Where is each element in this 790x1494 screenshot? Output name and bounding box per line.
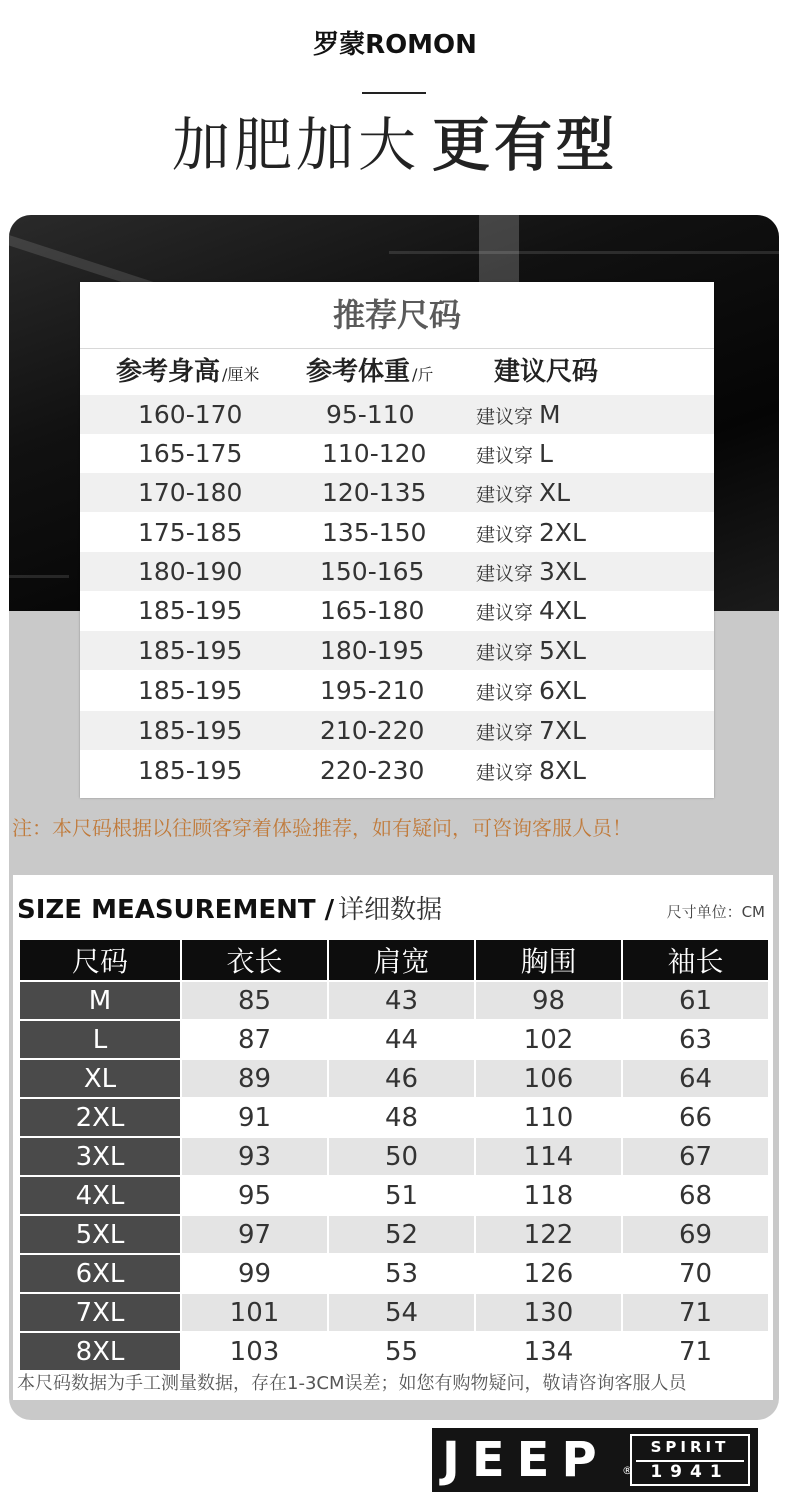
header-sleeve: 袖长 <box>623 940 768 980</box>
shoulder-cell: 44 <box>329 1021 474 1058</box>
col-header-height: 参考身高 /厘米 <box>116 357 260 387</box>
weight-range: 150-165 <box>320 557 425 586</box>
sleeve-cell: 69 <box>623 1216 768 1253</box>
col-header-weight: 参考体重 /斤 <box>306 357 434 387</box>
size-suggestion: 建议穿 4XL <box>476 596 586 625</box>
size-cell: M <box>20 982 180 1019</box>
header-chest: 胸围 <box>476 940 621 980</box>
size-cell: XL <box>20 1060 180 1097</box>
table-row <box>20 1255 768 1292</box>
measurement-footnote: 本尺码数据为手工测量数据，存在1-3CM误差；如您有购物疑问，敬请咨询客服人员 <box>17 1373 687 1394</box>
sleeve-cell: 61 <box>623 982 768 1019</box>
size-cell: 7XL <box>20 1294 180 1331</box>
length-cell: 85 <box>182 982 327 1019</box>
recommend-size-card <box>80 282 714 798</box>
size-cell: 4XL <box>20 1177 180 1214</box>
recommend-row <box>80 552 714 591</box>
size-measurement-card <box>13 875 773 1400</box>
table-row <box>20 1099 768 1136</box>
header-length: 衣长 <box>182 940 327 980</box>
shoulder-cell: 53 <box>329 1255 474 1292</box>
unit-label: 尺寸单位：CM <box>666 903 765 921</box>
length-cell: 95 <box>182 1177 327 1214</box>
table-header-row <box>20 940 768 980</box>
brand-divider <box>362 92 426 94</box>
jeep-spirit-logo <box>432 1428 758 1492</box>
length-cell: 97 <box>182 1216 327 1253</box>
table-row <box>20 1060 768 1097</box>
sleeve-cell: 67 <box>623 1138 768 1175</box>
height-range: 175-185 <box>138 518 243 547</box>
sleeve-cell: 70 <box>623 1255 768 1292</box>
chest-cell: 130 <box>476 1294 621 1331</box>
weight-range: 135-150 <box>322 518 427 547</box>
size-suggestion: 建议穿 6XL <box>476 676 586 705</box>
chest-cell: 114 <box>476 1138 621 1175</box>
sleeve-cell: 68 <box>623 1177 768 1214</box>
shoulder-cell: 55 <box>329 1333 474 1370</box>
chest-cell: 102 <box>476 1021 621 1058</box>
chest-cell: 122 <box>476 1216 621 1253</box>
length-cell: 103 <box>182 1333 327 1370</box>
header-size: 尺码 <box>20 940 180 980</box>
chest-cell: 98 <box>476 982 621 1019</box>
length-cell: 87 <box>182 1021 327 1058</box>
measurement-table <box>18 938 770 1372</box>
length-cell: 99 <box>182 1255 327 1292</box>
spirit-badge <box>630 1434 750 1486</box>
recommend-row <box>80 631 714 670</box>
recommend-row <box>80 671 714 710</box>
size-suggestion: 建议穿 XL <box>476 478 571 507</box>
sleeve-cell: 66 <box>623 1099 768 1136</box>
weight-range: 180-195 <box>320 636 425 665</box>
brand-logo: 罗蒙ROMON <box>313 30 477 60</box>
year-text: 1941 <box>650 1462 730 1482</box>
chest-cell: 110 <box>476 1099 621 1136</box>
weight-range: 110-120 <box>322 439 427 468</box>
chest-cell: 126 <box>476 1255 621 1292</box>
recommend-row <box>80 513 714 552</box>
sleeve-cell: 71 <box>623 1333 768 1370</box>
weight-range: 220-230 <box>320 756 425 785</box>
measurement-title: SIZE MEASUREMENT / 详细数据 <box>17 895 443 925</box>
sleeve-cell: 64 <box>623 1060 768 1097</box>
table-row <box>20 1294 768 1331</box>
size-suggestion: 建议穿 2XL <box>476 518 586 547</box>
weight-range: 95-110 <box>326 400 415 429</box>
shoulder-cell: 48 <box>329 1099 474 1136</box>
weight-range: 120-135 <box>322 478 427 507</box>
recommend-row <box>80 711 714 750</box>
headline-bold: 更有型 <box>432 111 619 179</box>
height-range: 185-195 <box>138 756 243 785</box>
size-suggestion: 建议穿 8XL <box>476 756 586 785</box>
shoulder-cell: 51 <box>329 1177 474 1214</box>
length-cell: 101 <box>182 1294 327 1331</box>
shoulder-cell: 46 <box>329 1060 474 1097</box>
chest-cell: 134 <box>476 1333 621 1370</box>
shoulder-cell: 52 <box>329 1216 474 1253</box>
height-range: 185-195 <box>138 716 243 745</box>
size-cell: 6XL <box>20 1255 180 1292</box>
shoulder-cell: 50 <box>329 1138 474 1175</box>
col-header-size: 建议尺码 <box>494 357 599 387</box>
size-suggestion: 建议穿 L <box>476 439 553 468</box>
chest-cell: 118 <box>476 1177 621 1214</box>
sleeve-cell: 71 <box>623 1294 768 1331</box>
table-row <box>20 1138 768 1175</box>
weight-range: 210-220 <box>320 716 425 745</box>
size-cell: L <box>20 1021 180 1058</box>
recommend-title: 推荐尺码 <box>80 282 714 349</box>
shoulder-cell: 43 <box>329 982 474 1019</box>
size-suggestion: 建议穿 5XL <box>476 636 586 665</box>
size-cell: 8XL <box>20 1333 180 1370</box>
table-row <box>20 1333 768 1370</box>
spirit-text: SPIRIT <box>650 1438 730 1456</box>
size-cell: 3XL <box>20 1138 180 1175</box>
recommend-note: 注：本尺码根据以往顾客穿着体验推荐，如有疑问，可咨询客服人员！ <box>12 816 632 840</box>
jeep-wordmark: JEEP <box>442 1432 609 1488</box>
chest-cell: 106 <box>476 1060 621 1097</box>
size-cell: 5XL <box>20 1216 180 1253</box>
registered-mark: ® <box>622 1464 633 1477</box>
size-suggestion: 建议穿 3XL <box>476 557 586 586</box>
height-range: 170-180 <box>138 478 243 507</box>
recommend-row <box>80 395 714 434</box>
sleeve-cell: 63 <box>623 1021 768 1058</box>
table-row <box>20 1177 768 1214</box>
headline-light: 加肥加大 <box>171 111 420 179</box>
height-range: 160-170 <box>138 400 243 429</box>
height-range: 185-195 <box>138 636 243 665</box>
table-row <box>20 1216 768 1253</box>
height-range: 165-175 <box>138 439 243 468</box>
weight-range: 195-210 <box>320 676 425 705</box>
table-row <box>20 982 768 1019</box>
table-row <box>20 1021 768 1058</box>
recommend-row <box>80 473 714 512</box>
height-range: 185-195 <box>138 676 243 705</box>
size-suggestion: 建议穿 7XL <box>476 716 586 745</box>
height-range: 185-195 <box>138 596 243 625</box>
recommend-row <box>80 591 714 630</box>
weight-range: 165-180 <box>320 596 425 625</box>
length-cell: 93 <box>182 1138 327 1175</box>
header-shoulder: 肩宽 <box>329 940 474 980</box>
length-cell: 89 <box>182 1060 327 1097</box>
size-suggestion: 建议穿 M <box>476 400 561 429</box>
recommend-row <box>80 434 714 473</box>
shoulder-cell: 54 <box>329 1294 474 1331</box>
recommend-row <box>80 751 714 790</box>
size-cell: 2XL <box>20 1099 180 1136</box>
page-headline <box>0 100 790 190</box>
length-cell: 91 <box>182 1099 327 1136</box>
height-range: 180-190 <box>138 557 243 586</box>
